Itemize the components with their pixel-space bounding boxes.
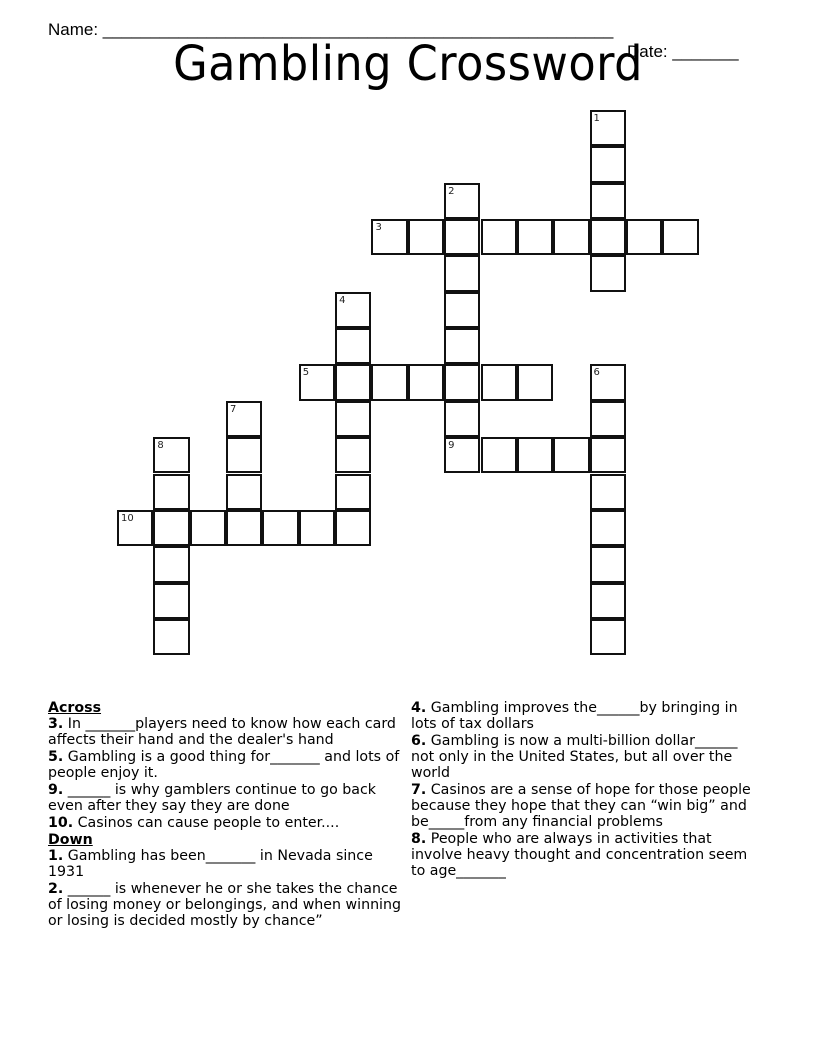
crossword-cell[interactable] bbox=[226, 474, 262, 510]
crossword-cell[interactable] bbox=[590, 437, 626, 473]
clue-number-label: 9 bbox=[448, 440, 455, 452]
clue-number: 9. bbox=[48, 782, 64, 798]
clue-text: Gambling improves the______by bringing in lots of tax dollars bbox=[411, 700, 738, 732]
crossword-cell[interactable] bbox=[590, 364, 626, 400]
clue-number: 4. bbox=[411, 700, 427, 716]
crossword-cell[interactable] bbox=[226, 437, 262, 473]
clue-number-label: 5 bbox=[302, 367, 310, 379]
crossword-cell[interactable] bbox=[590, 474, 626, 510]
crossword-cell[interactable] bbox=[153, 510, 189, 546]
down-heading: Down bbox=[48, 832, 93, 848]
crossword-cell[interactable] bbox=[299, 364, 335, 400]
clue-number-label: 3 bbox=[375, 222, 382, 234]
crossword-cell[interactable] bbox=[299, 510, 335, 546]
crossword-cell[interactable] bbox=[226, 510, 262, 546]
clue-across-9 bbox=[48, 782, 404, 814]
clue-text: ______ is whenever he or she takes the chance of losing money or belongings, and when winning or losing is decided mostly by chance” bbox=[48, 881, 401, 929]
clue-number-label: 6 bbox=[593, 367, 600, 379]
clue-number: 6. bbox=[411, 733, 427, 749]
crossword-cell[interactable] bbox=[444, 292, 480, 328]
clue-text: Gambling is a good thing for_______ and lots of people enjoy it. bbox=[48, 749, 400, 781]
crossword-cell[interactable] bbox=[153, 583, 189, 619]
crossword-cell[interactable] bbox=[590, 583, 626, 619]
crossword-cell[interactable] bbox=[335, 510, 371, 546]
clue-text: In _______players need to know how each card affects their hand and the dealer's hand bbox=[48, 716, 396, 748]
crossword-cell[interactable] bbox=[590, 546, 626, 582]
crossword-cell[interactable] bbox=[335, 292, 371, 328]
clue-number-label: 8 bbox=[157, 440, 164, 452]
crossword-cell[interactable] bbox=[553, 437, 589, 473]
crossword-cell[interactable] bbox=[335, 328, 371, 364]
crossword-cell[interactable] bbox=[335, 364, 371, 400]
crossword-cell[interactable] bbox=[262, 510, 298, 546]
clue-number: 2. bbox=[48, 881, 64, 897]
page-title: Gambling Crossword bbox=[173, 36, 643, 92]
crossword-cell[interactable] bbox=[481, 364, 517, 400]
crossword-cell[interactable] bbox=[444, 401, 480, 437]
crossword-cell[interactable] bbox=[590, 146, 626, 182]
clue-number: 3. bbox=[48, 716, 64, 732]
crossword-cell[interactable] bbox=[190, 510, 226, 546]
clue-down-1 bbox=[48, 848, 404, 880]
clue-number-label: 10 bbox=[121, 512, 134, 524]
crossword-cell[interactable] bbox=[444, 255, 480, 291]
crossword-cell[interactable] bbox=[335, 437, 371, 473]
clue-text: Gambling is now a multi-billion dollar______ not only in the United States, but all over the world bbox=[411, 733, 738, 781]
crossword-cell[interactable] bbox=[226, 401, 262, 437]
crossword-cell[interactable] bbox=[371, 219, 407, 255]
clue-down-4 bbox=[411, 700, 761, 732]
clue-down-6 bbox=[411, 733, 761, 781]
clue-text: Gambling has been_______ in Nevada since 1931 bbox=[48, 848, 373, 880]
clue-across-5 bbox=[48, 749, 404, 781]
crossword-cell[interactable] bbox=[444, 328, 480, 364]
clue-text: Casinos are a sense of hope for those people because they hope that they can “win big” and be_____from any financial problems bbox=[411, 782, 751, 830]
crossword-cell[interactable] bbox=[371, 364, 407, 400]
clue-across-3 bbox=[48, 716, 404, 748]
crossword-cell[interactable] bbox=[117, 510, 153, 546]
clue-number: 1. bbox=[48, 848, 64, 864]
crossword-cell[interactable] bbox=[553, 219, 589, 255]
crossword-cell[interactable] bbox=[481, 437, 517, 473]
crossword-cell[interactable] bbox=[335, 401, 371, 437]
crossword-cell[interactable] bbox=[481, 219, 517, 255]
crossword-cell[interactable] bbox=[153, 437, 189, 473]
crossword-cell[interactable] bbox=[590, 401, 626, 437]
crossword-cell[interactable] bbox=[590, 619, 626, 655]
clue-text: ______ is why gamblers continue to go back even after they say they are done bbox=[48, 782, 376, 814]
crossword-cell[interactable] bbox=[590, 255, 626, 291]
crossword-cell[interactable] bbox=[517, 364, 553, 400]
date-field-label: Date: _______ bbox=[627, 42, 739, 61]
crossword-cell[interactable] bbox=[590, 510, 626, 546]
crossword-cell[interactable] bbox=[335, 474, 371, 510]
clue-number-label: 2 bbox=[448, 185, 455, 197]
crossword-cell[interactable] bbox=[444, 437, 480, 473]
clue-text: Casinos can cause people to enter.... bbox=[73, 815, 340, 831]
crossword-cell[interactable] bbox=[408, 219, 444, 255]
clue-number-label: 4 bbox=[339, 294, 346, 306]
clue-number: 10. bbox=[48, 815, 74, 831]
clue-number: 8. bbox=[411, 831, 427, 847]
crossword-cell[interactable] bbox=[444, 219, 480, 255]
clue-down-8 bbox=[411, 831, 761, 879]
clue-number-label: 7 bbox=[230, 403, 237, 415]
crossword-cell[interactable] bbox=[590, 183, 626, 219]
name-field-label: Name: ______________________________________________________ bbox=[48, 20, 614, 39]
clue-down-2 bbox=[48, 881, 404, 929]
clue-number: 7. bbox=[411, 782, 427, 798]
clues-column-left bbox=[48, 700, 404, 930]
crossword-cell[interactable] bbox=[662, 219, 698, 255]
clue-down-7 bbox=[411, 782, 761, 830]
crossword-cell[interactable] bbox=[153, 546, 189, 582]
clue-across-10 bbox=[48, 815, 404, 831]
clue-number-label: 1 bbox=[593, 113, 600, 124]
clues-column-right bbox=[411, 700, 761, 880]
crossword-cell[interactable] bbox=[444, 364, 480, 400]
crossword-cell[interactable] bbox=[590, 110, 626, 146]
crossword-cell[interactable] bbox=[517, 219, 553, 255]
crossword-cell[interactable] bbox=[444, 183, 480, 219]
crossword-cell[interactable] bbox=[626, 219, 662, 255]
clue-number: 5. bbox=[48, 749, 64, 765]
crossword-cell[interactable] bbox=[590, 219, 626, 255]
crossword-cell[interactable] bbox=[153, 619, 189, 655]
clue-text: People who are always in activities that involve heavy thought and concentration seem to age_______ bbox=[411, 831, 748, 879]
crossword-cell[interactable] bbox=[517, 437, 553, 473]
across-heading: Across bbox=[48, 700, 102, 716]
crossword-cell[interactable] bbox=[408, 364, 444, 400]
crossword-cell[interactable] bbox=[153, 474, 189, 510]
